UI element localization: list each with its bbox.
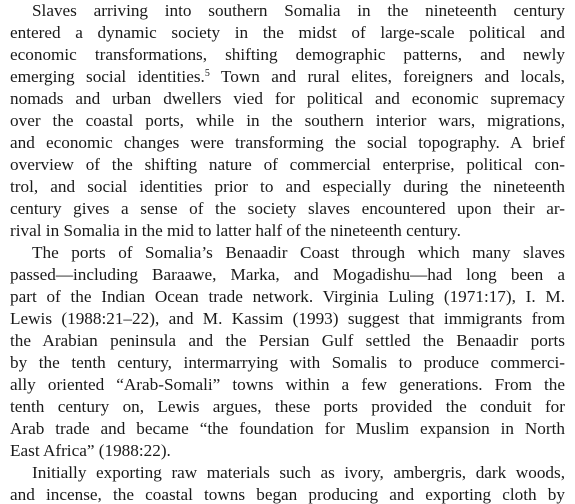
text-line: over the coastal ports, while in the southern interior wars, migrations, (10, 111, 565, 130)
text-segment: emerging social identities. (10, 67, 205, 86)
footnote-marker: 5 (204, 68, 210, 79)
text-line (10, 66, 565, 88)
text-line: century gives a sense of the society slaves encountered upon their ar- (10, 199, 565, 218)
text-line: Initially exporting raw materials such as ivory, ambergris, dark woods, (32, 463, 565, 482)
text-line: nomads and urban dwellers vied for political and economic supremacy (10, 89, 565, 108)
text-line: Arab trade and became “the foundation for Muslim expansion in North (10, 419, 565, 438)
text-line: overview of the shifting nature of commercial enterprise, political con- (10, 155, 565, 174)
text-line: the Arabian peninsula and the Persian Gulf settled the Benaadir ports (10, 331, 565, 350)
text-line: economic transformations, shifting demographic patterns, and newly (10, 45, 565, 64)
text-line: by the tenth century, intermarrying with Somalis to produce commerci- (10, 353, 565, 372)
text-line: tenth century on, Lewis argues, these ports provided the conduit for (10, 397, 565, 416)
text-line: passed—including Baraawe, Marka, and Mogadishu—had long been a (10, 265, 565, 284)
text-line: entered a dynamic society in the midst of large-scale political and (10, 23, 565, 42)
text-line: trol, and social identities prior to and especially during the nineteenth (10, 177, 565, 196)
text-line: East Africa” (1988:22). (10, 441, 171, 460)
text-segment: Town and rural elites, foreigners and locals, (220, 67, 565, 86)
text-line: The ports of Somalia’s Benaadir Coast through which many slaves (32, 243, 565, 262)
text-line: Slaves arriving into southern Somalia in the nineteenth century (32, 1, 565, 20)
text-line: Lewis (1988:21–22), and M. Kassim (1993) suggest that immigrants from (10, 309, 565, 328)
text-line: rival in Somalia in the mid to latter half of the nineteenth century. (10, 221, 461, 240)
text-line: and incense, the coastal towns began producing and exporting cloth by (10, 485, 565, 504)
text-line: part of the Indian Ocean trade network. Virginia Luling (1971:17), I. M. (10, 287, 565, 306)
text-line: ally oriented “Arab-Somali” towns within a few generations. From the (10, 375, 565, 394)
text-line: and economic changes were transforming the social topography. A brief (10, 133, 565, 152)
